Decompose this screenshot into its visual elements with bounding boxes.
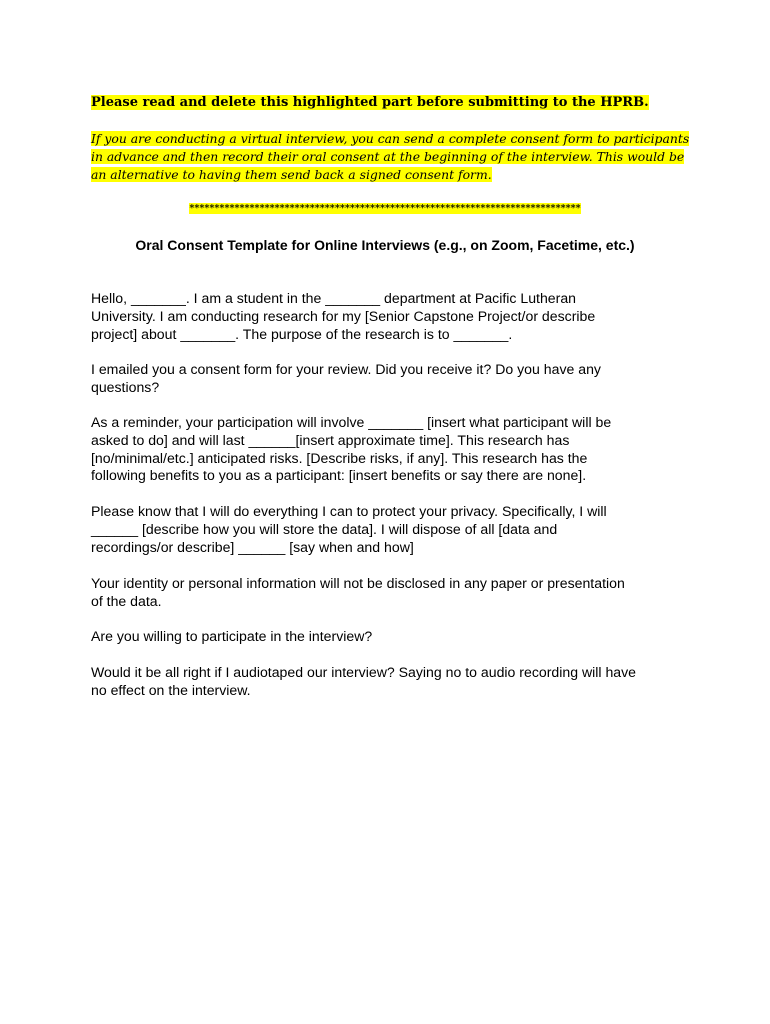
- instruction-line: [91, 148, 685, 166]
- highlighted-instruction-body: [91, 130, 690, 184]
- paragraph-line: I emailed you a consent form for your review. Did you receive it? Do you have any: [91, 361, 601, 377]
- paragraph-identity: [91, 575, 691, 611]
- paragraph-line: questions?: [91, 378, 160, 395]
- paragraph-line: of the data.: [91, 592, 162, 609]
- paragraph-line: project] about _______. The purpose of the research is to _______.: [91, 325, 513, 342]
- paragraph-line: [no/minimal/etc.] anticipated risks. [Describe risks, if any]. This research has the: [91, 449, 588, 466]
- paragraph-line: Hello, _______. I am a student in the _______ department at Pacific Lutheran: [91, 290, 576, 306]
- paragraph-participation: [91, 414, 691, 485]
- paragraph-line: recordings/or describe] ______ [say when and how]: [91, 538, 414, 555]
- paragraph-line: ______ [describe how you will store the data]. I will dispose of all [data and: [91, 520, 558, 537]
- paragraph-audio: [91, 664, 691, 700]
- paragraph-line: Please know that I will do everything I can to protect your privacy. Specifically, I will: [91, 503, 607, 519]
- paragraph-greeting: [91, 290, 691, 343]
- asterisk-separator-text: ******************************************************************************: [189, 203, 581, 214]
- paragraph-privacy: [91, 503, 691, 556]
- highlighted-instruction-title: [91, 94, 649, 111]
- paragraph-line: Your identity or personal information will not be disclosed in any paper or presentation: [91, 575, 625, 591]
- instruction-line: [91, 166, 681, 184]
- instruction-title-text: Please read and delete this highlighted part before submitting to the HPRB.: [91, 95, 649, 110]
- paragraph-line: Are you willing to participate in the interview?: [91, 628, 373, 644]
- paragraph-line: Would it be all right if I audiotaped our interview? Saying no to audio recording will have: [91, 664, 637, 680]
- instruction-line-text: If you are conducting a virtual interview, you can send a complete consent form to participants: [91, 131, 690, 146]
- asterisk-separator: [0, 200, 770, 218]
- instruction-line-text: in advance and then record their oral consent at the beginning of the interview. This would be: [91, 149, 685, 164]
- paragraph-line: no effect on the interview.: [91, 681, 251, 698]
- paragraph-willing: [91, 628, 691, 646]
- paragraph-line: following benefits to you as a participant: [insert benefits or say there are none].: [91, 467, 587, 484]
- document-title: Oral Consent Template for Online Interviews (e.g., on Zoom, Facetime, etc.): [135, 237, 635, 253]
- paragraph-consent-form: [91, 361, 691, 397]
- paragraph-line: As a reminder, your participation will involve _______ [insert what participant will be: [91, 414, 612, 430]
- paragraph-line: University. I am conducting research for my [Senior Capstone Project/or describe: [91, 307, 596, 324]
- instruction-line-text: an alternative to having them send back a signed consent form.: [91, 167, 492, 182]
- paragraph-line: asked to do] and will last ______[insert approximate time]. This research has: [91, 431, 570, 448]
- instruction-line: [91, 130, 690, 148]
